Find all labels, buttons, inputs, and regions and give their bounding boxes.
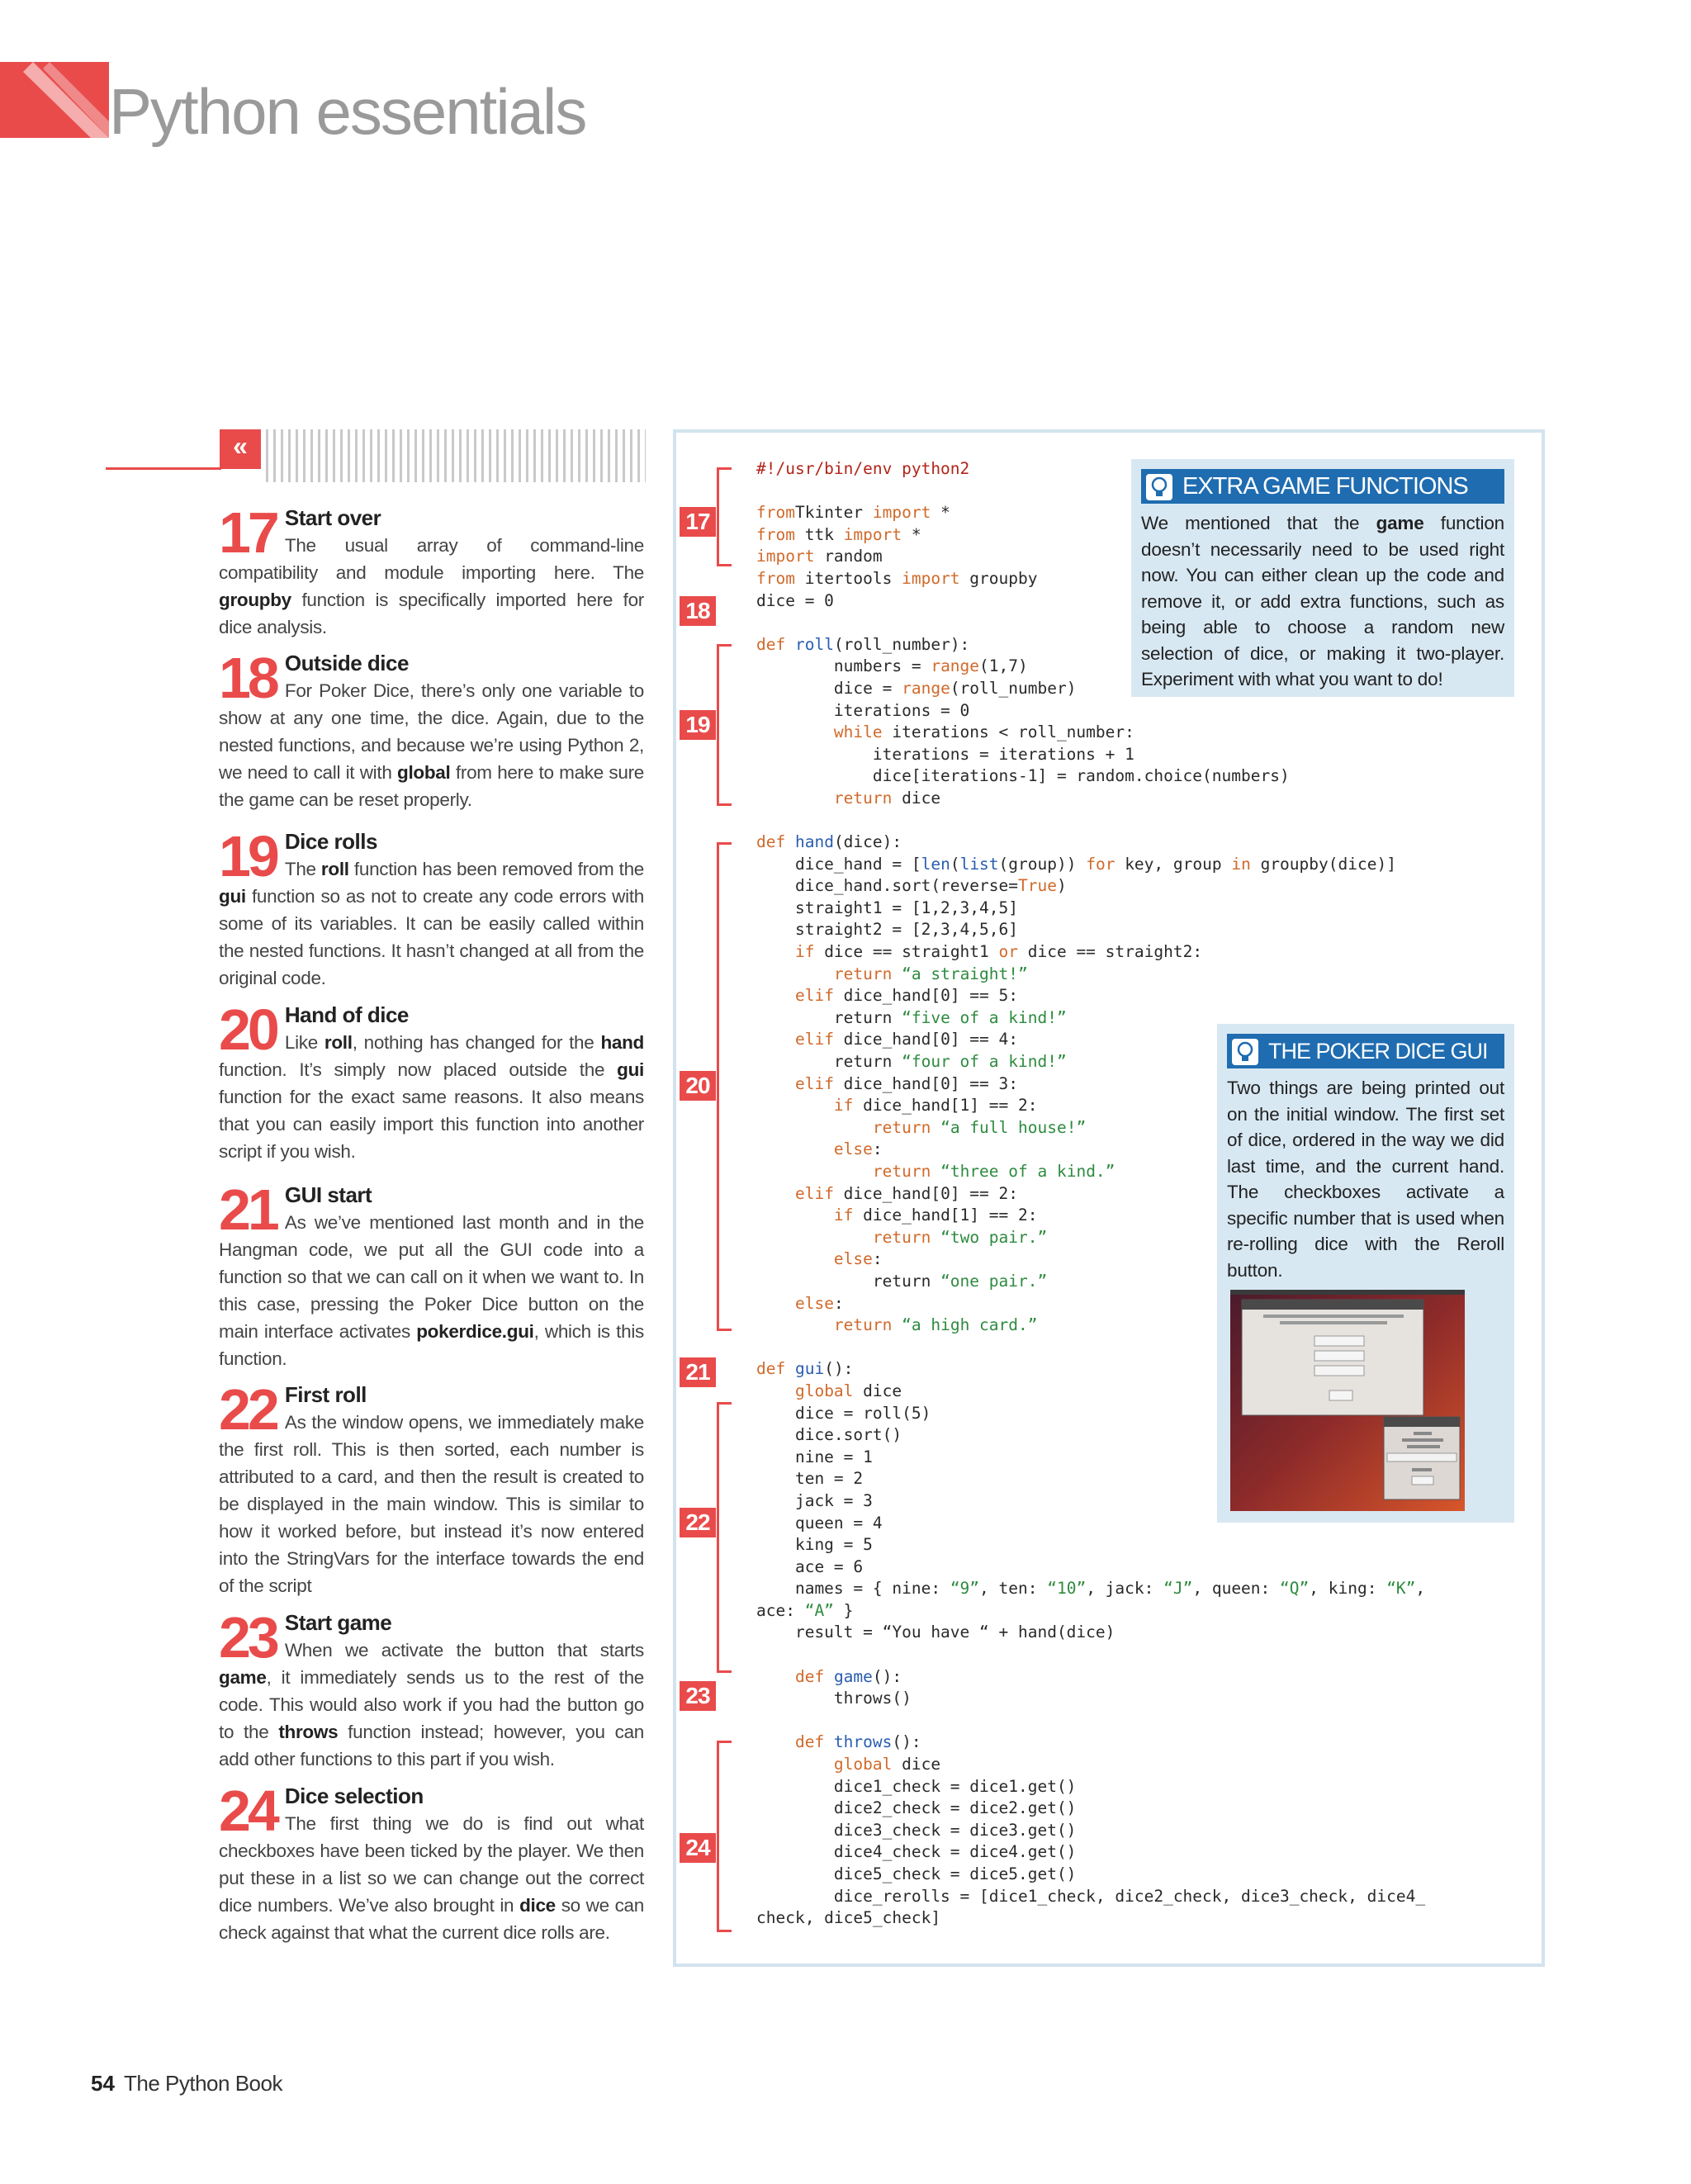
code-token: (1,7): [979, 656, 1028, 676]
divider-line: [106, 467, 221, 470]
code-token: dice2_check = dice2.get(): [756, 1798, 1077, 1818]
code-token: dice_hand[0] == 3:: [833, 1073, 1018, 1093]
step-body: As we’ve mentioned last month and in the Hangman code, we put all the GUI code into a function so that we can call on it when we want to. In this case, pressing the Poker Dice button on the main interface activates pokerdice.gui, which is this function.: [219, 1212, 644, 1369]
code-token: return: [833, 964, 893, 983]
code-token: list: [959, 854, 999, 874]
code-token: iterations = iterations + 1: [756, 744, 1134, 764]
code-token: [756, 1381, 795, 1400]
code-token: [756, 1228, 873, 1247]
code-token: dice: [892, 1755, 941, 1774]
code-token: “five of a kind!”: [902, 1007, 1067, 1027]
code-token: [756, 722, 834, 741]
code-token: hand: [794, 832, 834, 852]
step-22: [219, 1377, 644, 1599]
code-token: “Q”: [1280, 1579, 1310, 1599]
code-token: *: [902, 524, 921, 544]
code-token: return: [756, 1052, 902, 1072]
code-token: [756, 1206, 834, 1225]
code-token: “two pair.”: [940, 1227, 1048, 1247]
code-token: (: [950, 854, 960, 874]
code-token: ace = 6: [756, 1556, 864, 1576]
lightbulb-icon: [1232, 1039, 1258, 1065]
bracket-19: [717, 644, 732, 806]
code-token: queen = 4: [756, 1513, 883, 1533]
section-title: Python essentials: [109, 75, 586, 148]
boxout-title: EXTRA GAME FUNCTIONS: [1182, 473, 1468, 500]
code-token: [756, 1755, 834, 1774]
code-token: “K”: [1386, 1579, 1416, 1599]
code-token: [756, 1315, 834, 1334]
code-token: import: [756, 547, 815, 566]
code-token: dice4_check = dice4.get(): [756, 1842, 1077, 1862]
step-title: Outside dice: [284, 651, 409, 675]
step-24: [219, 1779, 644, 1946]
code-token: True: [1017, 876, 1057, 896]
code-token: return: [872, 1227, 931, 1247]
code-token: return: [756, 1271, 941, 1291]
code-token: dice = roll(5): [756, 1403, 931, 1423]
step-body: For Poker Dice, there’s only one variable to show at any one time, the dice. Again, due to the nested functions, and because we’re using Python 2, we need to call it with global from here to make sure the game can be reset properly.: [219, 680, 644, 810]
code-token: groupby(dice)]: [1250, 854, 1396, 874]
code-token: ten = 2: [756, 1469, 864, 1489]
screenshot-graphic: [1230, 1290, 1465, 1511]
step-body: The roll function has been removed from the gui function so as not to create any code errors with some of its variables. It can be easily called within the nested functions. It hasn’t changed at all from the original code.: [219, 859, 644, 988]
code-token: if: [833, 1096, 854, 1116]
code-token: , king:: [1309, 1579, 1387, 1599]
code-token: Tkinter: [794, 503, 873, 523]
code-token: :: [872, 1249, 883, 1269]
code-token: [756, 942, 795, 961]
code-token: [756, 1294, 795, 1313]
code-token: [756, 1096, 834, 1115]
code-token: iterations < roll_number:: [882, 722, 1134, 742]
step-18: [219, 646, 644, 813]
code-token: return: [833, 1315, 893, 1335]
step-title: Start game: [284, 1610, 392, 1635]
code-token: [756, 1118, 873, 1137]
step-body: The first thing we do is find out what checkboxes have been ticked by the player. We then put these in a list so we can change out the correct dice numbers. We’ve also brought in dice so we can check against that what the current dice rolls are.: [219, 1813, 644, 1943]
step-23: [219, 1605, 644, 1773]
code-token: [892, 1315, 902, 1334]
divider-stripes: [266, 429, 646, 482]
code-token: def: [794, 1666, 834, 1686]
code-token: return: [756, 1007, 902, 1027]
code-token: dice: [892, 788, 941, 808]
code-token: return: [872, 1162, 931, 1181]
code-token: or: [998, 942, 1018, 962]
code-token: [756, 1162, 873, 1181]
step-body: As the window opens, we immediately make the first roll. This is then sorted, each number is attributed to a card, and then the result is created to be displayed in the main window. This is similar to how it worked before, but instead it’s now entered into the StringVars for the interface towards the end of the script: [219, 1412, 644, 1596]
code-token: if: [833, 1206, 854, 1225]
bracket-22: [717, 1402, 732, 1673]
code-token: dice3_check = dice3.get(): [756, 1820, 1077, 1840]
marker-18: 18: [680, 596, 716, 626]
code-token: def: [756, 1359, 795, 1379]
step-number: 22: [219, 1377, 277, 1442]
marker-22: 22: [680, 1508, 716, 1537]
code-token: range: [931, 656, 980, 676]
code-token: “a straight!”: [902, 964, 1028, 983]
code-token: game: [833, 1666, 873, 1686]
code-token: [756, 1074, 795, 1093]
code-token: key, group: [1115, 854, 1232, 874]
marker-17: 17: [680, 507, 716, 537]
code-token: straight1 = [1,2,3,4,5]: [756, 898, 1018, 917]
code-token: “a high card.”: [902, 1315, 1038, 1335]
step-20: [219, 997, 644, 1165]
code-token: jack = 3: [756, 1490, 873, 1510]
step-19: [219, 824, 644, 992]
code-token: global: [794, 1381, 854, 1400]
code-token: def: [756, 634, 795, 654]
code-token: dice5_check = dice5.get(): [756, 1864, 1077, 1883]
code-token: [756, 964, 834, 983]
code-token: range: [902, 678, 950, 698]
step-title: Hand of dice: [284, 1002, 409, 1027]
section-tab-graphic: [0, 62, 109, 138]
bracket-17: [717, 467, 732, 566]
code-token: “three of a kind.”: [940, 1162, 1115, 1181]
step-title: Dice selection: [284, 1784, 424, 1808]
code-token: dice_rerolls = [dice1_check, dice2_check, dice3_check, dice4_: [756, 1886, 1426, 1906]
step-body: When we activate the button that starts game, it immediately sends us to the rest of the code. This would also work if you had the button go to the throws function instead; however, you can add other functions to this part if you wish.: [219, 1640, 644, 1769]
code-token: [756, 1139, 834, 1158]
code-token: dice == straight1: [814, 942, 999, 962]
code-token: ():: [872, 1666, 902, 1686]
boxout-header: [1141, 469, 1504, 504]
code-token: (roll_number):: [833, 634, 970, 654]
marker-24: 24: [680, 1833, 716, 1863]
code-token: return: [833, 788, 893, 808]
marker-23: 23: [680, 1681, 716, 1711]
marker-19: 19: [680, 710, 716, 740]
code-token: import: [872, 503, 931, 523]
code-token: dice_hand[1] == 2:: [853, 1096, 1038, 1116]
code-token: dice: [853, 1381, 902, 1400]
code-token: ttk: [794, 524, 844, 544]
code-token: while: [833, 722, 883, 742]
code-token: iterations = 0: [756, 700, 970, 720]
code-token: gui: [794, 1359, 825, 1379]
boxout-body: We mentioned that the game function doesn’t necessarily need to be used right now. You can either clean up the code and remove it, or add extra functions, such as being able to choose a random new selection of dice, or making it two-player. Experiment with what you want to do!: [1141, 513, 1504, 689]
code-token: [756, 1667, 795, 1686]
code-token: nine = 1: [756, 1447, 873, 1466]
code-token: groupby: [959, 568, 1038, 588]
step-21: [219, 1177, 644, 1372]
code-token: dice1_check = dice1.get(): [756, 1776, 1077, 1796]
bracket-20: [717, 842, 732, 1331]
step-body: Like roll, nothing has changed for the hand function. It’s simply now placed outside the gui function for the exact same reasons. It also means that you can easily import this function into another script if you wish.: [219, 1032, 644, 1162]
code-token: random: [814, 547, 883, 566]
code-token: import: [902, 568, 960, 588]
code-token: def: [794, 1732, 834, 1752]
code-token: [756, 1184, 795, 1203]
boxout-header: [1227, 1034, 1504, 1068]
code-token: (dice):: [833, 832, 902, 852]
code-token: throws: [833, 1732, 893, 1752]
chevron-icon: «: [220, 429, 261, 469]
step-title: Dice rolls: [284, 829, 377, 854]
step-number: 20: [219, 997, 277, 1062]
step-number: 24: [219, 1779, 277, 1843]
code-token: }: [833, 1600, 854, 1620]
code-token: throws(): [756, 1689, 912, 1708]
code-token: roll: [794, 634, 834, 654]
code-token: ():: [892, 1732, 921, 1752]
code-token: itertools: [794, 568, 902, 588]
code-token: dice_hand[0] == 4:: [833, 1030, 1018, 1049]
code-token: [756, 1249, 834, 1268]
code-token: dice_hand[0] == 5:: [833, 986, 1018, 1006]
code-token: result = “You have “ + hand(dice): [756, 1623, 1115, 1642]
poker-dice-gui-screenshot: [1230, 1290, 1465, 1511]
boxout-body: Two things are being printed out on the initial window. The first set of dice, ordered in the way we did last time, and the current hand. The checkboxes activate a specific number that is used when re-rolling dice with the Reroll button.: [1227, 1078, 1504, 1281]
code-token: if: [794, 942, 815, 962]
code-token: elif: [794, 1030, 834, 1049]
code-token: ():: [824, 1359, 854, 1379]
code-token: [756, 986, 795, 1005]
code-token: else: [794, 1293, 834, 1313]
code-token: dice[iterations-1] = random.choice(numbers): [756, 766, 1290, 786]
step-title: GUI start: [284, 1182, 372, 1207]
code-token: [931, 1162, 940, 1181]
code-token: numbers =: [756, 656, 931, 676]
code-token: global: [833, 1755, 893, 1774]
step-17: [219, 500, 644, 641]
page-number: 54: [91, 2071, 115, 2096]
code-token: “10”: [1047, 1579, 1087, 1599]
code-token: #!/usr/bin/env python2: [756, 459, 970, 478]
code-token: names = { nine:: [756, 1579, 950, 1599]
code-token: dice.sort(): [756, 1425, 902, 1445]
code-token: else: [833, 1139, 873, 1159]
lightbulb-icon: [1146, 474, 1172, 500]
code-token: else: [833, 1249, 873, 1269]
code-token: elif: [794, 1073, 834, 1093]
code-token: (roll_number): [950, 678, 1077, 698]
code-token: “four of a kind!”: [902, 1052, 1067, 1072]
code-token: , jack:: [1086, 1579, 1164, 1599]
code-token: for: [1086, 854, 1115, 874]
code-token: return: [872, 1117, 931, 1137]
step-number: 18: [219, 646, 277, 710]
step-number: 19: [219, 824, 277, 888]
book-title: The Python Book: [124, 2071, 282, 2096]
code-token: ,: [1415, 1579, 1426, 1599]
code-token: :: [833, 1293, 844, 1313]
section-tab: [0, 62, 109, 138]
step-number: 23: [219, 1605, 277, 1670]
step-number: 17: [219, 500, 277, 565]
code-token: from: [756, 568, 795, 588]
bracket-24: [717, 1741, 732, 1932]
boxout-title: THE POKER DICE GUI: [1268, 1039, 1488, 1064]
code-token: [931, 1228, 940, 1247]
boxout-extra-game-functions: [1131, 459, 1514, 697]
step-number: 21: [219, 1177, 277, 1242]
code-token: dice == straight2:: [1018, 942, 1203, 962]
code-token: def: [756, 832, 795, 852]
step-body: The usual array of command-line compatibility and module importing here. The groupby function is specifically imported here for dice analysis.: [219, 535, 644, 637]
code-token: dice = 0: [756, 590, 834, 610]
marker-21: 21: [680, 1357, 716, 1387]
code-token: dice_hand.sort(reverse=: [756, 876, 1018, 896]
code-token: *: [931, 503, 950, 523]
code-token: “a full house!”: [940, 1117, 1087, 1137]
marker-20: 20: [680, 1071, 716, 1101]
code-token: “J”: [1163, 1579, 1193, 1599]
step-title: Start over: [284, 505, 381, 530]
code-token: dice_hand = [: [756, 854, 921, 874]
code-token: ): [1056, 876, 1067, 896]
code-token: [892, 964, 902, 983]
code-token: “one pair.”: [940, 1271, 1048, 1291]
code-token: from: [756, 503, 795, 523]
code-token: straight2 = [2,3,4,5,6]: [756, 920, 1018, 940]
code-token: [931, 1118, 940, 1137]
step-title: First roll: [284, 1382, 367, 1407]
code-token: [756, 1732, 795, 1751]
code-token: elif: [794, 986, 834, 1006]
code-token: from: [756, 524, 795, 544]
code-token: [756, 1030, 795, 1049]
code-token: “A”: [804, 1600, 834, 1620]
code-token: dice =: [756, 678, 902, 698]
code-token: “9”: [950, 1579, 980, 1599]
code-token: check, dice5_check]: [756, 1908, 941, 1928]
code-token: dice_hand[0] == 2:: [833, 1183, 1018, 1203]
code-token: :: [872, 1139, 883, 1159]
code-token: , ten:: [979, 1579, 1048, 1599]
code-token: in: [1231, 854, 1251, 874]
code-token: (group)): [998, 854, 1087, 874]
code-token: king = 5: [756, 1535, 873, 1555]
code-token: len: [921, 854, 950, 874]
code-token: ace:: [756, 1600, 805, 1620]
code-token: elif: [794, 1183, 834, 1203]
code-token: import: [843, 524, 902, 544]
code-token: [756, 789, 834, 808]
code-token: dice_hand[1] == 2:: [853, 1206, 1038, 1225]
code-token: , queen:: [1192, 1579, 1281, 1599]
